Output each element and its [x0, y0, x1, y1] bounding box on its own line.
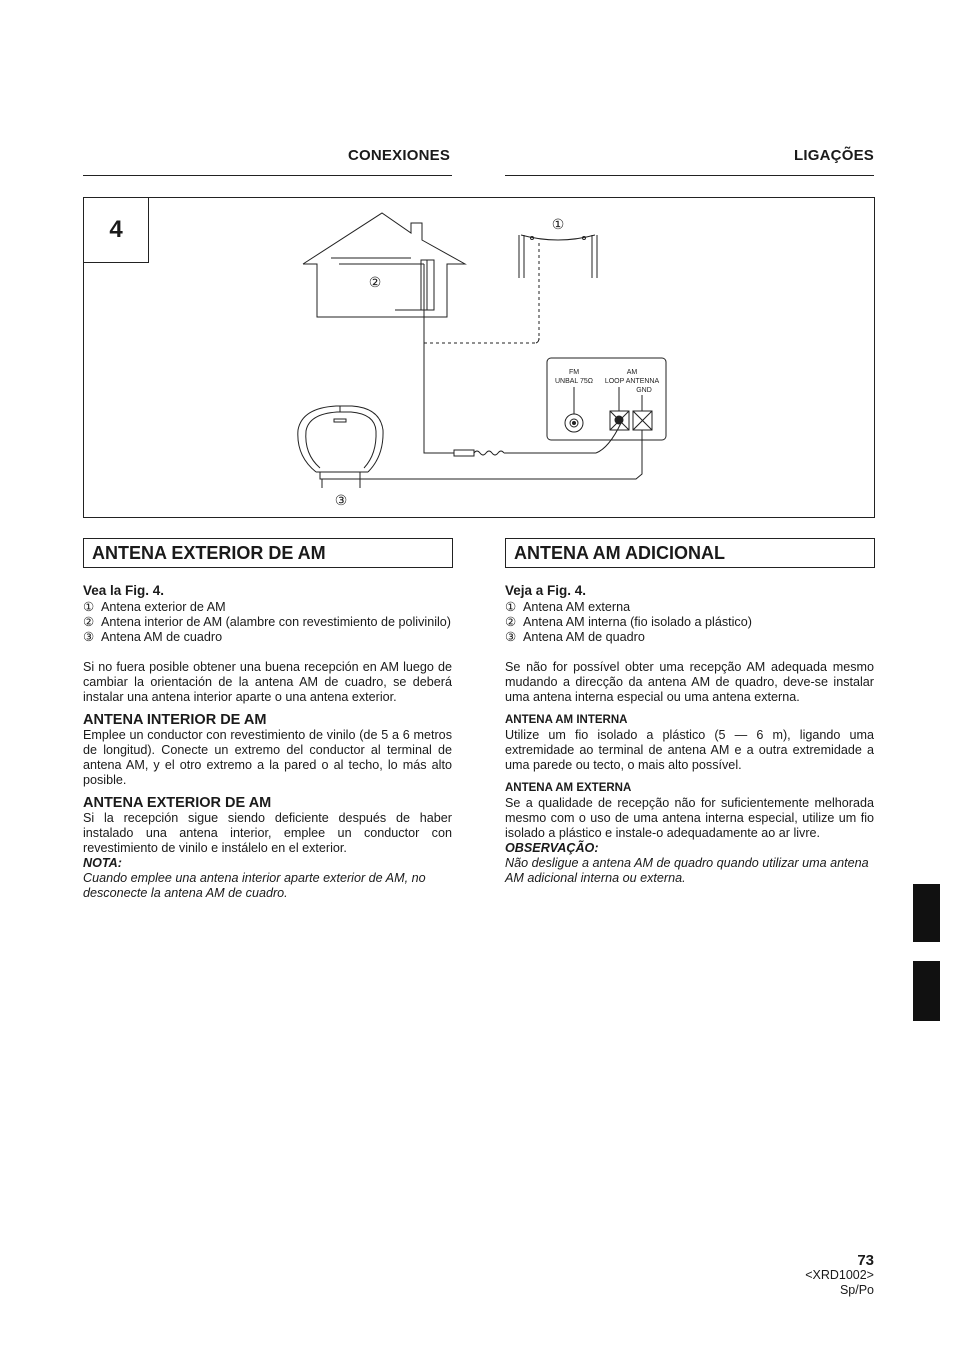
callout-1: ① [551, 216, 565, 232]
terminal-panel [547, 358, 666, 440]
antenna-diagram [84, 198, 874, 517]
callout-2: ② [368, 274, 382, 290]
header-left: CONEXIONES [348, 147, 451, 164]
right-para-1: Se não for possível obter uma recepção AM adequada mesmo mudando a direcção da antena AM de quadro, deve-se instalar uma antena interna especial ou uma antena externa. [505, 660, 874, 704]
page-number: 73 [857, 1252, 874, 1269]
left-para-3: Si la recepción sigue siendo deficiente después de haber instalado una antena interior, emplee un conductor con revestimiento de vinilo e instálelo en el exterior. [83, 811, 452, 855]
callout-3: ③ [334, 492, 348, 508]
outdoor-antenna-icon [519, 235, 597, 278]
right-para-3: Se a qualidade de recepção não for suficientemente melhorada mesmo com o uso de uma antena interna especial, utilize um fio isolado a plástico e instale-o adequadamente ao ar livre. [505, 796, 874, 840]
right-note: Não desligue a antena AM de quadro quando utilizar uma antena AM adicional interna ou externa. [505, 856, 869, 885]
left-fig-ref: Vea la Fig. 4. [83, 583, 165, 598]
house-icon [303, 213, 465, 317]
right-fig-ref: Veja a Fig. 4. [505, 583, 587, 598]
document-code: <XRD1002> [805, 1268, 874, 1282]
panel-fm-sub: UNBAL 75Ω [554, 378, 594, 385]
list-item: ② Antena interior de AM (alambre con revestimiento de polivinilo) [83, 615, 451, 629]
left-para-2: Emplee un conductor con revestimiento de vinilo (de 5 a 6 metros de longitud). Conecte un extremo del conductor al terminal de antena AM, y el otro extremo a la pared o al techo, lo más alto posible. [83, 728, 452, 787]
right-subheading-2: ANTENA AM EXTERNA [505, 782, 632, 794]
panel-fm-label: FM [568, 369, 580, 376]
list-item: ③ Antena AM de quadro [505, 630, 645, 644]
left-note-heading: NOTA: [83, 856, 122, 870]
panel-gnd-label: GND [636, 387, 652, 394]
list-item: ③ Antena AM de cuadro [83, 630, 223, 644]
edge-tab-marker [913, 961, 940, 1021]
figure-number: 4 [84, 198, 149, 263]
edge-tab-marker [913, 884, 940, 942]
list-item: ② Antena AM interna (fio isolado a plástico) [505, 615, 752, 629]
panel-am-label: AM [626, 369, 638, 376]
figure-4 [83, 197, 875, 518]
left-para-1: Si no fuera posible obtener una buena recepción en AM luego de cambiar la orientación de la antena AM de cuadro, se deberá instalar una antena interior aparte o una antena exterior. [83, 660, 452, 704]
right-note-heading: OBSERVAÇÃO: [505, 841, 599, 855]
header-rule-left [83, 175, 452, 176]
left-subheading-2: ANTENA EXTERIOR DE AM [83, 795, 272, 811]
right-column [505, 583, 874, 886]
left-column [83, 583, 452, 901]
panel-am-sub: LOOP ANTENNA [604, 378, 660, 385]
header-rule-right [505, 175, 874, 176]
right-section-title: ANTENA AM ADICIONAL [505, 538, 875, 568]
language-code: Sp/Po [839, 1283, 874, 1297]
list-item: ① Antena AM externa [505, 600, 631, 614]
left-note: Cuando emplee una antena interior aparte exterior de AM, no desconecte la antena AM de cuadro. [83, 871, 426, 900]
header-right: LIGAÇÕES [794, 147, 874, 164]
page-footer [805, 1253, 874, 1298]
right-para-2: Utilize um fio isolado a plástico (5 — 6 m), ligando uma extremidade ao terminal de antena AM e a outra extremidade a uma parede ou tecto, o mais alto possível. [505, 728, 874, 772]
list-item: ① Antena exterior de AM [83, 600, 226, 614]
left-subheading-1: ANTENA INTERIOR DE AM [83, 712, 267, 728]
loop-antenna-icon [298, 406, 383, 488]
right-subheading-1: ANTENA AM INTERNA [505, 714, 628, 726]
left-section-title: ANTENA EXTERIOR DE AM [83, 538, 453, 568]
